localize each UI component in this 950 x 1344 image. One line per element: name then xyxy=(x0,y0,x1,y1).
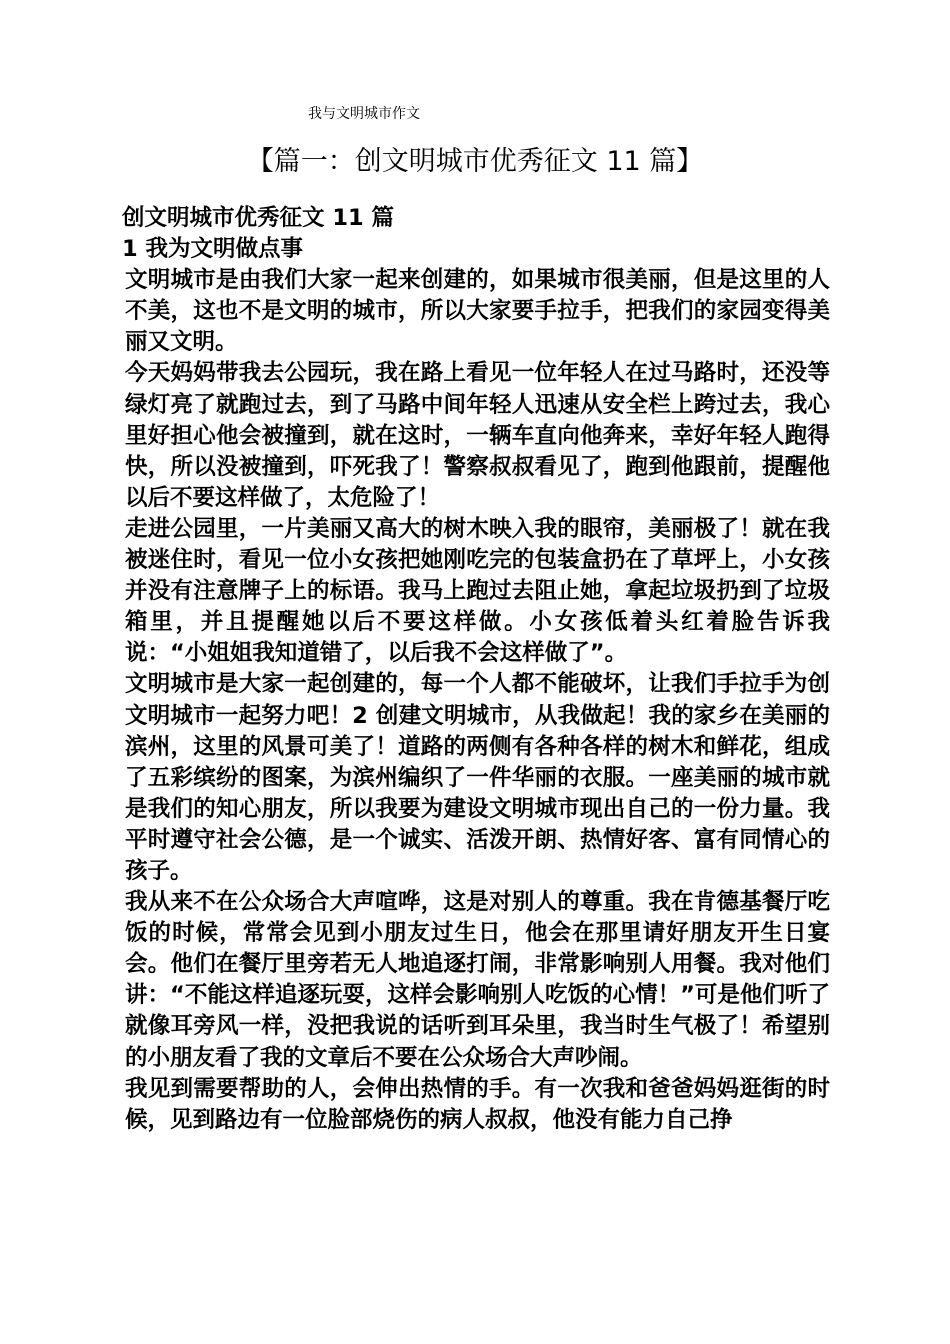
paragraph: 文明城市是由我们大家一起来创建的，如果城市很美丽，但是这里的人不美，这也不是文明的城市，所以大家要手拉手，把我们的家园变得美丽又文明。 xyxy=(125,267,830,356)
paragraph: 今天妈妈带我去公园玩，我在路上看见一位年轻人在过马路时，还没等绿灯亮了就跑过去，到了马路中间年轻人迅速从安全栏上跨过去，我心里好担心他会被撞到，就在这时，一辆车直向他奔来，幸好年轻人跑得快，所以没被撞到，吓死我了！警察叔叔看见了，跑到他跟前，提醒他以后不要这样做了，太危险了！ xyxy=(125,360,830,511)
article-body xyxy=(115,203,830,1136)
paragraph: 我见到需要帮助的人，会伸出热情的手。有一次我和爸爸妈妈逛街的时候，见到路边有一位脸部烧伤的病人叔叔，他没有能力自己挣 xyxy=(125,1075,830,1133)
main-title: 【篇一：创文明城市优秀征文 11 篇】 xyxy=(246,146,704,177)
paragraph: 我从来不在公众场合大声喧哗，这是对别人的尊重。我在肯德基餐厅吃饭的时候，常常会见到小朋友过生日，他会在那里请好朋友开生日宴会。他们在餐厅里旁若无人地追逐打闹，非常影响别人用餐。我对他们讲：“不能这样追逐玩耍，这样会影响别人吃饭的心情！”可是他们听了就像耳旁风一样，没把我说的话听到耳朵里，我当时生气极了！希望别的小朋友看了我的文章后不要在公众场合大声吵闹。 xyxy=(125,889,830,1071)
section-heading: 1 我为文明做点事 xyxy=(122,236,303,263)
paragraph: 走进公园里，一片美丽又高大的树木映入我的眼帘，美丽极了！就在我被迷住时，看见一位小女孩把她刚吃完的包装盒扔在了草坪上，小女孩并没有注意牌子上的标语。我马上跑过去阻止她，拿起垃圾扔到了垃圾箱里，并且提醒她以后不要这样做。小女孩低着头红着脸告诉我说：“小姐姐我知道错了，以后我不会这样做了”。 xyxy=(125,515,830,667)
paragraph: 文明城市是大家一起创建的，每一个人都不能破坏，让我们手拉手为创文明城市一起努力吧！2 创建文明城市，从我做起！我的家乡在美丽的滨州，这里的风景可美了！道路的两侧有各种各样的树木和鲜花，组成了五彩缤纷的图案，为滨州编织了一件华丽的衣服。一座美丽的城市就是我们的知心朋友，所以我要为建设文明城市现出自己的一份力量。我平时遵守社会公德，是一个诚实、活泼开朗、热情好客、富有同情心的孩子。 xyxy=(125,671,830,884)
header-title: 我与文明城市作文 xyxy=(308,106,420,122)
subtitle: 创文明城市优秀征文 11 篇 xyxy=(122,205,394,231)
